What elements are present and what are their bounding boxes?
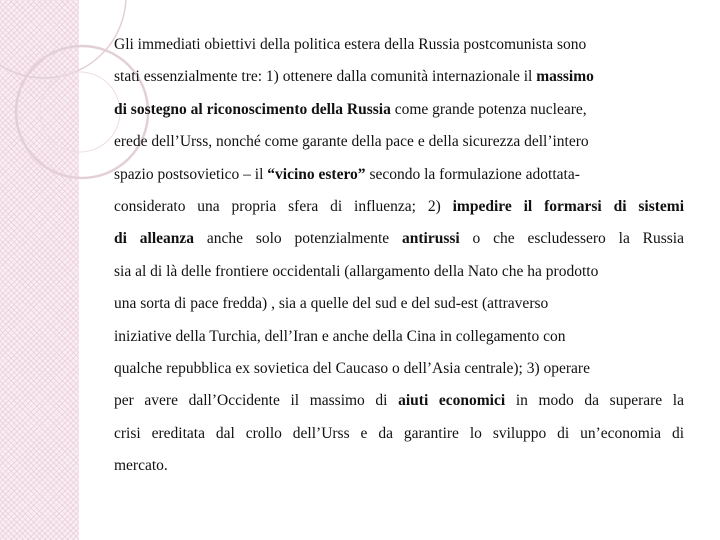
text-run: Gli immediati obiettivi della politica estera della Russia postcomunista sono	[114, 36, 587, 53]
text-run: per avere dall’Occidente il massimo di	[114, 392, 399, 410]
text-run: spazio postsovietico – il	[114, 165, 268, 183]
bold-text-run: di alleanza	[114, 230, 195, 248]
text-line	[114, 223, 684, 255]
text-line	[114, 353, 684, 385]
text-line	[114, 126, 684, 158]
text-run: stati essenzialmente tre: 1) ottenere dalla comunità internazionale il	[114, 68, 537, 86]
text-run: sia al di là delle frontiere occidentali (allargamento della Nato che ha prodotto	[114, 262, 599, 280]
text-line	[114, 61, 684, 93]
text-run: iniziative della Turchia, dell’Iran e anche della Cina in collegamento con	[114, 327, 566, 345]
text-run: una sorta di pace fredda) , sia a quelle del sud e del sud-est (attraverso	[114, 295, 549, 313]
text-run: o che escludessero la Russia	[459, 230, 684, 248]
text-line	[114, 159, 684, 191]
bold-text-run: impedire il formarsi di sistemi	[452, 198, 685, 216]
text-line	[114, 418, 684, 450]
text-run: in modo da superare la	[505, 392, 684, 410]
text-run: anche solo potenzialmente	[194, 230, 402, 248]
bold-text-run: massimo	[536, 68, 594, 86]
text-run: considerato una propria sfera di influenza; 2)	[114, 198, 453, 216]
text-run: qualche repubblica ex sovietica del Caucaso o dell’Asia centrale); 3) operare	[114, 360, 590, 378]
text-line	[114, 29, 684, 61]
bold-text-run: di sostegno al riconoscimento della Russia	[114, 100, 391, 118]
text-line	[114, 256, 684, 288]
text-run: mercato.	[114, 457, 168, 475]
bold-text-run: “vicino estero”	[267, 165, 366, 183]
decorative-side-panel	[0, 0, 79, 540]
text-line	[114, 450, 684, 482]
text-run: secondo la formulazione adottata-	[365, 165, 580, 183]
text-run: crisi ereditata dal crollo dell’Urss e da garantire lo sviluppo di un’economia di	[114, 424, 684, 442]
text-line	[114, 191, 684, 223]
text-line	[114, 321, 684, 353]
text-line	[114, 288, 684, 320]
text-run: come grande potenza nucleare,	[390, 100, 587, 118]
bold-text-run: aiuti economici	[398, 392, 506, 410]
text-line	[114, 385, 684, 417]
text-line	[114, 94, 684, 126]
body-text	[114, 29, 684, 483]
text-run: erede dell’Urss, nonché come garante della pace e della sicurezza dell’intero	[114, 133, 589, 151]
bold-text-run: antirussi	[402, 230, 460, 248]
